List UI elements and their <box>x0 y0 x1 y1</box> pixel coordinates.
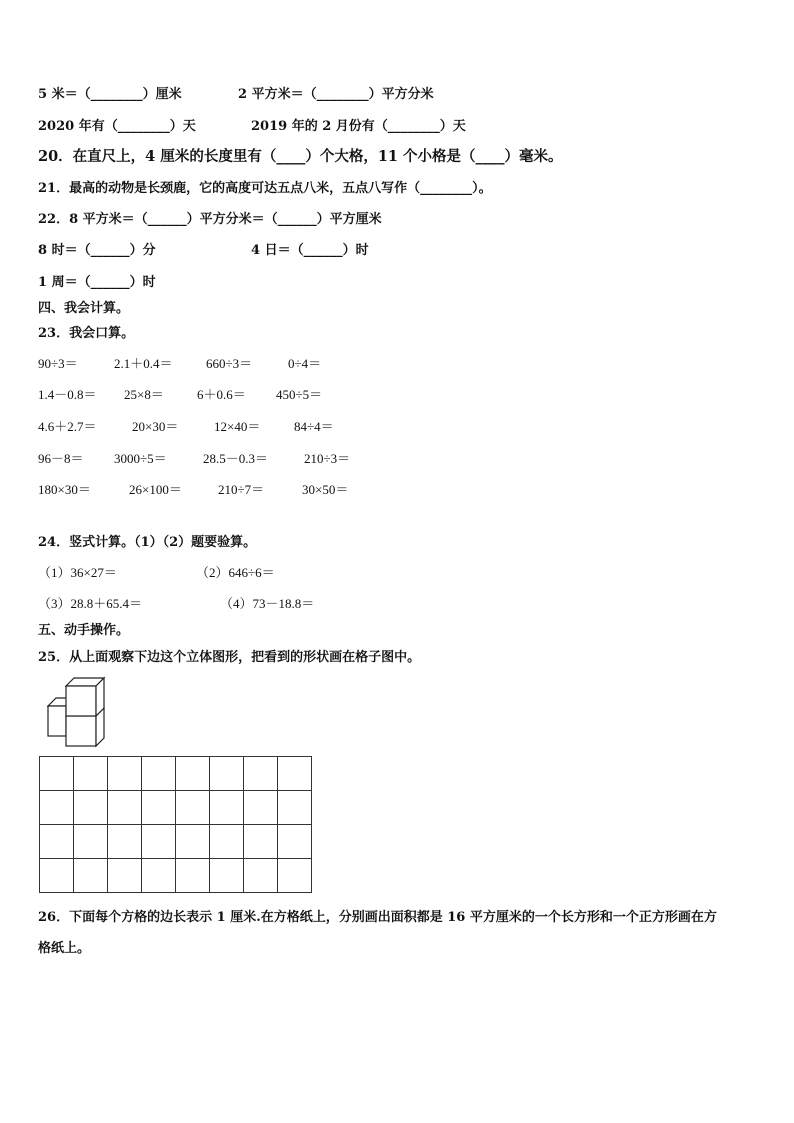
grid-cell <box>244 825 278 859</box>
grid-cell <box>108 859 142 893</box>
oral-item: 660÷3＝ <box>206 356 253 371</box>
q19-line-2 <box>38 115 466 134</box>
q23-heading: 23．我会口算。 <box>38 326 135 341</box>
q19-sqm-to-sqdm: 2 平方米＝（________）平方分米 <box>238 87 434 102</box>
q19-feb-2019: 2019 年的 2 月份有（________）天 <box>251 119 466 134</box>
oral-item: 450÷5＝ <box>276 387 323 402</box>
oral-item: 0÷4＝ <box>288 356 322 371</box>
oral-row-2 <box>38 384 322 403</box>
q26-text-line-1: 26．下面每个方格的边长表示 1 厘米.在方格纸上，分别画出面积都是 16 平方厘米的一个长方形和一个正方形画在方 <box>38 910 717 925</box>
oral-item: 4.6＋2.7＝ <box>38 419 97 434</box>
oral-item: 6＋0.6＝ <box>197 387 246 402</box>
grid-cell <box>142 757 176 791</box>
grid-cell <box>142 825 176 859</box>
grid-cell <box>278 825 312 859</box>
cube-stack-figure <box>44 676 120 748</box>
oral-item: 1.4－0.8＝ <box>38 387 97 402</box>
grid-cell <box>244 757 278 791</box>
oral-item: 3000÷5＝ <box>114 451 167 466</box>
oral-item: 90÷3＝ <box>38 356 78 371</box>
grid-cell <box>40 825 74 859</box>
oral-item: 180×30＝ <box>38 482 91 497</box>
cube-face <box>48 706 66 736</box>
section-4-heading: 四、我会计算。 <box>38 301 130 316</box>
grid-cell <box>74 757 108 791</box>
grid-cell <box>40 791 74 825</box>
q26-text-line-2: 格纸上。 <box>38 941 91 956</box>
grid-cell <box>74 791 108 825</box>
oral-row-3 <box>38 416 334 435</box>
grid-cell <box>176 859 210 893</box>
vertical-item: （4）73－18.8＝ <box>220 596 315 611</box>
grid-cell <box>210 859 244 893</box>
vertical-item: （3）28.8＋65.4＝ <box>38 596 143 611</box>
vertical-row-2 <box>38 593 314 612</box>
cube-face <box>66 716 96 746</box>
grid-cell <box>176 791 210 825</box>
grid-cell <box>108 757 142 791</box>
grid-cell <box>176 825 210 859</box>
q21-text: 21．最高的动物是长颈鹿，它的高度可达五点八米，五点八写作（________）。 <box>38 181 492 196</box>
q22-text: 22．8 平方米＝（______）平方分米＝（______）平方厘米 <box>38 212 382 227</box>
grid-cell <box>40 859 74 893</box>
cube-face <box>66 686 96 716</box>
oral-item: 25×8＝ <box>124 387 164 402</box>
section-5-heading: 五、动手操作。 <box>38 623 130 638</box>
q19-year-2020: 2020 年有（________）天 <box>38 119 196 134</box>
oral-item: 2.1＋0.4＝ <box>114 356 173 371</box>
q22-line-2 <box>38 239 369 258</box>
grid-cell <box>278 757 312 791</box>
grid-cell <box>40 757 74 791</box>
grid-cell <box>142 859 176 893</box>
q25-heading: 25．从上面观察下边这个立体图形，把看到的形状画在格子图中。 <box>38 650 421 665</box>
q19-line-1 <box>38 83 434 102</box>
grid-cell <box>176 757 210 791</box>
vertical-item: （1）36×27＝ <box>38 565 117 580</box>
q19-meter-to-cm: 5 米＝（________）厘米 <box>38 87 182 102</box>
oral-item: 26×100＝ <box>129 482 182 497</box>
grid-cell <box>108 791 142 825</box>
oral-item: 210÷3＝ <box>304 451 351 466</box>
oral-item: 84÷4＝ <box>294 419 334 434</box>
grid-cell <box>74 825 108 859</box>
q22-days-to-hours: 4 日＝（______）时 <box>251 243 369 258</box>
vertical-row-1 <box>38 562 275 581</box>
q24-heading: 24．竖式计算。（1）（2）题要验算。 <box>38 535 257 550</box>
oral-item: 210÷7＝ <box>218 482 265 497</box>
grid-cell <box>210 825 244 859</box>
oral-item: 30×50＝ <box>302 482 349 497</box>
grid-cell <box>74 859 108 893</box>
oral-item: 12×40＝ <box>214 419 261 434</box>
grid-cell <box>244 859 278 893</box>
drawing-grid[interactable] <box>39 756 312 893</box>
oral-item: 28.5－0.3＝ <box>203 451 269 466</box>
oral-row-4 <box>38 448 350 467</box>
oral-row-5 <box>38 479 348 498</box>
q20-text: 20．在直尺上，4 厘米的长度里有（____）个大格，11 个小格是（____）毫米。 <box>38 148 563 165</box>
oral-row-1 <box>38 353 321 372</box>
oral-item: 96－8＝ <box>38 451 84 466</box>
vertical-item: （2）646÷6＝ <box>196 565 275 580</box>
grid-cell <box>210 791 244 825</box>
grid-cell <box>108 825 142 859</box>
grid-cell <box>244 791 278 825</box>
grid-cell <box>278 791 312 825</box>
grid-cell <box>210 757 244 791</box>
grid-cell <box>142 791 176 825</box>
q22-hours-to-min: 8 时＝（______）分 <box>38 243 156 258</box>
oral-item: 20×30＝ <box>132 419 179 434</box>
grid-cell <box>278 859 312 893</box>
q22-week-to-hours: 1 周＝（______）时 <box>38 275 156 290</box>
